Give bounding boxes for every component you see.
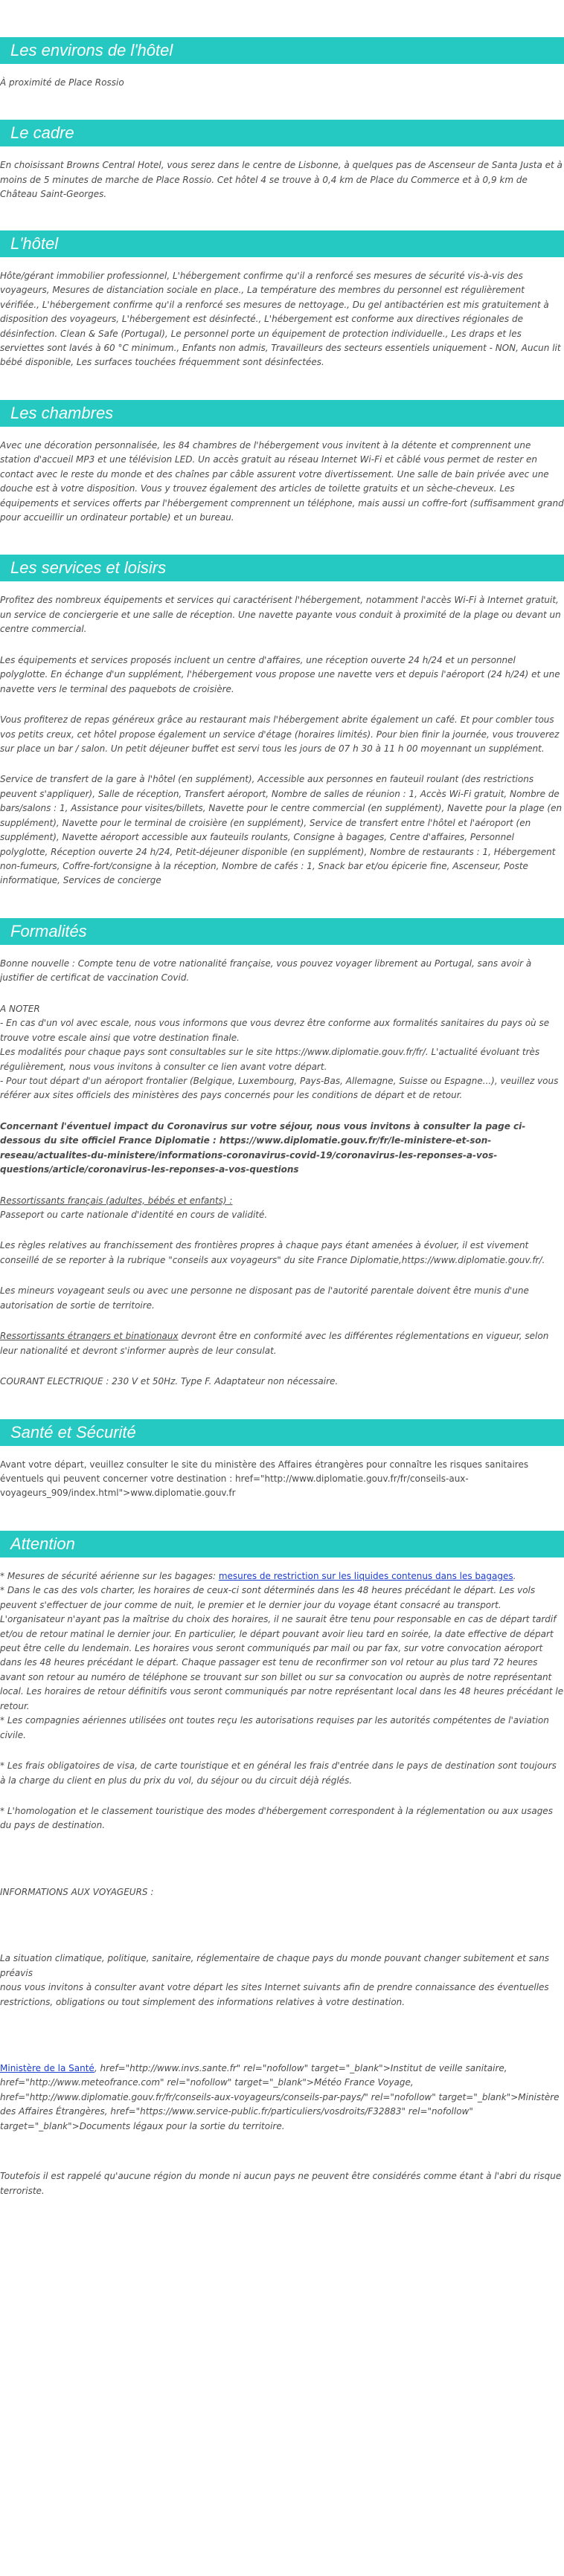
section-hotel [0,230,564,370]
useful-links-text: , href="http://www.invs.sante.fr" rel="nofollow" target="_blank">Institut de veille sanitaire, href="http://www.meteofrance.com" rel="nofollow" target="_blank">Météo France Voyage, href="http://www.diplomatie.gouv.fr/fr/conseils-aux-voyageurs/conseils-par-pays/" rel="nofollow" target="_blank">Ministère des Affaires Étrangères, href="https://www.service-public.fr/particuliers/vosdroits/F32883" rel="nofollow" target="_blank">Documents légaux pour la sortie du territoire. [0,2063,560,2131]
section-title-cadre: Le cadre [0,120,564,146]
section-title-hotel: L'hôtel [0,230,564,257]
section-title-sante: Santé et Sécurité [0,1419,564,1446]
formalites-note-line-3: - Pour tout départ d'un aéroport frontalier (Belgique, Luxembourg, Pays-Bas, Allemagne, Suisse ou Espagne...), veuillez vous référer aux sites officiels des ministères des pays concernés pour les conditions de départ et de retour. [0,1075,559,1101]
section-title-formalites: Formalités [0,918,564,945]
travellers-info-heading: INFORMATIONS AUX VOYAGEURS : [0,1886,154,1897]
section-cadre [0,120,564,201]
situation-line-1: La situation climatique, politique, sanitaire, réglementaire de chaque pays du monde pouvant changer subitement et sans préavis [0,1953,550,1978]
terrorism-notice: Toutefois il est rappelé qu'aucune région du monde ni aucun pays ne peuvent être considérés comme étant à l'abri du risque terroriste. [0,2171,562,2196]
services-para-4: Service de transfert de la gare à l'hôtel (en supplément), Accessible aux personnes en fauteuil roulant (des restrictions peuvent s'appliquer), Salle de réception, Transfert aéroport, Nombre de salles de réunion : 1, Accès Wi-Fi gratuit, Nombre de bars/salons : 1, Assistance pour visites/billets, Navette pour le centre commercial (en supplément), Navette pour la plage (en supplément), Navette pour le terminal de croisière (en supplément), Service de transfert entre l'hôtel et l'aéroport (en supplément), Navette aéroport accessible aux fauteuils roulants, Consigne à bagages, Centre d'affaires, Personnel polyglotte, Réception ouverte 24 h/24, Petit-déjeuner disponible (en supplément), Nombre de restaurants : 1, Hébergement non-fumeurs, Coffre-fort/consigne à la réception, Nombre de cafés : 1, Snack bar et/ou épicerie fine, Ascenseur, Poste informatique, Services de concierge [0,774,563,886]
environs-text: À proximité de Place Rossio [0,77,124,88]
services-para-2: Les équipements et services proposés incluent un centre d'affaires, une réception ouverte 24 h/24 et un personnel polyglotte. En échange d'un supplément, l'hébergement vous propose une navette vers et depuis l'aéroport (24 h/24) et une navette vers le terminal des paquebots de croisière. [0,654,560,694]
formalites-foreign-nationals [0,1329,564,1358]
section-environs [0,0,564,90]
formalites-border-rules: Les règles relatives au franchissement des frontières propres à chaque pays étant amenées à évoluer, il est vivement conseillé de se reporter à la rubrique "conseils aux voyageurs" du site France Diplomatie,https://www.diplomatie.gouv.fr/. [0,1240,545,1265]
formalites-french-nationals-text: Passeport ou carte nationale d'identité en cours de validité. [0,1210,268,1220]
sante-text: Avant votre départ, veuillez consulter le site du ministère des Affaires étrangères pour connaître les risques sanitaires éventuels qui peuvent concerner votre destination : href="http://www.diplomatie.gouv.fr/fr/conseils-aux-voyageurs_909/index.html">www.diplomatie.gouv.fr [0,1459,529,1499]
section-title-services: Les services et loisirs [0,555,564,581]
cadre-text: En choisissant Browns Central Hotel, vous serez dans le centre de Lisbonne, à quelques pas de Ascenseur de Santa Justa et à moins de 5 minutes de marche de Place Rossio. Cet hôtel 4 se trouve à 0,4 km de Place du Commerce et à 0,9 km de Château Saint-Georges. [0,160,563,200]
attention-classification: * L'homologation et le classement touristique des modes d'hébergement correspondent à la réglementation ou aux usages du pays de destination. [0,1805,553,1831]
useful-links [0,2062,564,2134]
section-sante [0,1419,564,1501]
section-services [0,555,564,888]
formalites-foreign-heading: Ressortissants étrangers et binationaux [0,1331,179,1342]
services-para-3: Vous profiterez de repas généreux grâce au restaurant mais l'hébergement abrite également un café. Et pour combler tous vos petits creux, cet hôtel propose également un service d'étage (horaires limités). Pour bien finir la journée, vous trouverez sur place un bar / salon. Un petit déjeuner buffet est servi tous les jours de 07 h 30 à 11 h 00 moyennant un supplément. [0,714,560,754]
formalites-minors: Les mineurs voyageant seuls ou avec une personne ne disposant pas de l'autorité parentale doivent être munis d'une autorisation de sortie de territoire. [0,1285,529,1311]
attention-baggage-prefix: * Mesures de sécurité aérienne sur les bagages: [0,1570,219,1581]
section-chambres [0,400,564,526]
services-para-1: Profitez des nombreux équipements et services qui caractérisent l'hébergement, notamment l'accès Wi-Fi à Internet gratuit, un service de conciergerie et une salle de réception. Une navette payante vous conduit à proximité de la plage ou devant un centre commercial. [0,595,561,635]
section-title-attention: Attention [0,1531,564,1557]
formalites-note-head: A NOTER [0,1003,40,1014]
section-formalites [0,918,564,1389]
formalites-note-line-1: - En cas d'un vol avec escale, nous vous informons que vous devrez être conforme aux formalités sanitaires du pays où se trouve votre escale ainsi que votre destination finale. [0,1018,550,1043]
attention-charter: * Dans le cas des vols charter, les horaires de ceux-ci sont déterminés dans les 48 heures précédant le départ. Les vols peuvent s'effectuer de jour comme de nuit, le premier et le dernier jour du voyage étant consacré au transport. L'organisateur n'ayant pas la maîtrise du choix des horaires, il ne saurait être tenu pour responsable en cas de départ tardif et/ou de retour matinal le dernier jour. En particulier, le départ pouvant avoir lieu tard en soirée, la date effective de départ peut être celle du lendemain. Les horaires vous seront communiqués par mail ou par fax, sur votre convocation aéroport dans les 48 heures précédant le départ. Chaque passager est tenu de reconfirmer son vol retour au plus tard 72 heures avant son retour au numéro de téléphone se trouvant sur son billet ou sur sa convocation ou auprès de notre représentant local. Les horaires de retour définitifs vous seront communiqués par notre représentant local dans les 48 heures précédant le retour. [0,1585,564,1711]
section-title-environs: Les environs de l'hôtel [0,37,564,64]
chambres-text: Avec une décoration personnalisée, les 84 chambres de l'hébergement vous invitent à la détente et comprennent une station d'accueil MP3 et une télévision LED. Un accès gratuit au réseau Internet Wi-Fi et câblé vous permet de rester en contact avec le reste du monde et des chaînes par câble assurent votre divertissement. Une salle de bain privée avec une douche est à votre disposition. Vous y trouvez également des articles de toilette gratuits et un sèche-cheveux. Les équipements et services offerts par l'hébergement comprennent un téléphone, mais aussi un coffre-fort (suffisamment grand pour accueillir un ordinateur portable) et un bureau. [0,439,564,523]
attention-baggage [0,1569,564,1584]
section-title-chambres: Les chambres [0,400,564,427]
situation-line-2: nous vous invitons à consulter avant votre départ les sites Internet suivants afin de prendre connaissance des éventuelles restrictions, obligations ou tout simplement des informations relatives à votre destination. [0,1982,549,2007]
attention-visa: * Les frais obligatoires de visa, de carte touristique et en général les frais d'entrée dans le pays de destination sont toujours à la charge du client en plus du prix du vol, du séjour ou du circuit déjà réglés. [0,1760,557,1786]
liquids-restriction-link[interactable]: mesures de restriction sur les liquides contenus dans les bagages [218,1570,513,1581]
formalites-foreign-text: devront être en conformité avec les différentes réglementations en vigueur, selon leur nationalité et devront s'informer auprès de leur consulat. [0,1331,549,1356]
health-ministry-link[interactable]: Ministère de la Santé [0,2063,94,2073]
formalites-electric: COURANT ELECTRIQUE : 230 V et 50Hz. Type F. Adaptateur non nécessaire. [0,1376,339,1387]
hotel-text: Hôte/gérant immobilier professionnel, L'hébergement confirme qu'il a renforcé ses mesures de sécurité vis-à-vis des voyageurs, Mesures de distanciation sociale en place., La température des membres du personnel est régulièrement vérifiée., L'hébergement confirme qu'il a renforcé ses mesures de nettoyage., Du gel antibactérien est mis gratuitement à disposition des voyageurs, L'hébergement est désinfecté., L'hébergement est conforme aux directives régionales de désinfection. Clean & Safe (Portugal), Le personnel porte un équipement de protection individuelle., Les draps et les serviettes sont lavés à 60 °C minimum., Enfants non admis, Travailleurs des secteurs essentiels uniquement - NON, Aucun lit bébé disponible, Les surfaces touchées fréquemment sont désinfectées. [0,270,561,368]
section-attention [0,1531,564,2198]
formalites-intro: Bonne nouvelle : Compte tenu de votre nationalité française, vous pouvez voyager librement au Portugal, sans avoir à justifier de certificat de vaccination Covid. [0,958,532,984]
attention-airlines: * Les compagnies aériennes utilisées ont toutes reçu les autorisations requises par les autorités compétentes de l'aviation civile. [0,1715,549,1740]
formalites-french-nationals-heading: Ressortissants français (adultes, bébés et enfants) : [0,1195,233,1206]
formalites-note-line-2: Les modalités pour chaque pays sont consultables sur le site https://www.diplomatie.gouv.fr/fr/. L'actualité évoluant très régulièrement, nous vous invitons à consulter ce lien avant votre départ. [0,1047,540,1072]
formalites-covid-notice: Concernant l'éventuel impact du Coronavirus sur votre séjour, nous vous invitons à consulter la page ci-dessous du site officiel France Diplomatie : https://www.diplomatie.gouv.fr/fr/le-ministere-et-son-reseau/actualites-du-ministere/informations-coronavirus-covid-19/coronavirus-les-reponses-a-vos-questions/article/coronavirus-les-reponses-a-vos-questions [0,1120,526,1175]
attention-baggage-suffix: . [513,1570,516,1581]
